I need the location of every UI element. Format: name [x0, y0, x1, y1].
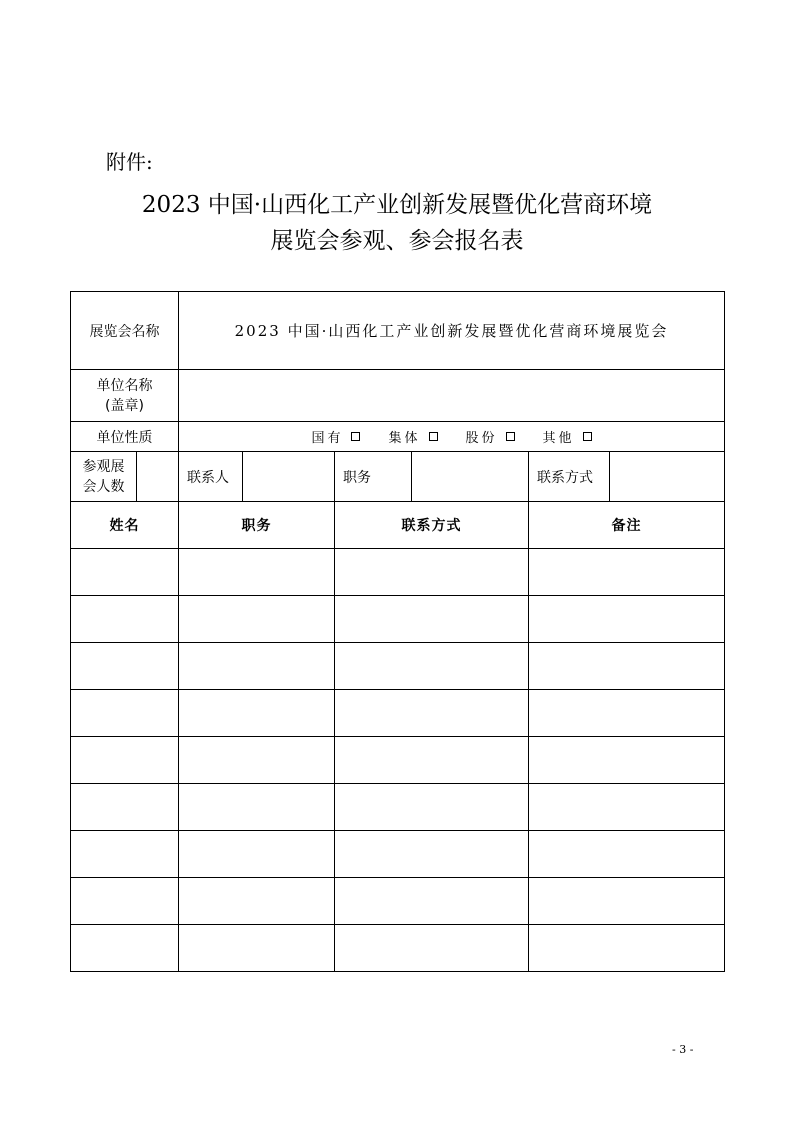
- option-other-label: 其他: [542, 431, 575, 446]
- attendee-rows: [71, 549, 725, 972]
- option-state-owned-label: 国有: [311, 431, 344, 446]
- unit-nature-label: 单位性质: [71, 422, 179, 452]
- position-cell[interactable]: [179, 643, 335, 690]
- checkbox-other[interactable]: [583, 432, 592, 441]
- position-cell[interactable]: [179, 737, 335, 784]
- attachment-label: 附件:: [106, 150, 153, 174]
- name-cell[interactable]: [71, 643, 179, 690]
- form-title-line-2: 展览会参观、参会报名表: [270, 228, 524, 254]
- position-label: 职务: [335, 452, 412, 502]
- table-row: [71, 925, 725, 972]
- visitor-count-label-line-1: 参观展: [82, 458, 125, 475]
- remarks-cell[interactable]: [529, 549, 725, 596]
- form-title-line-1: 2023 中国·山西化工产业创新发展暨优化营商环境: [141, 192, 653, 218]
- exhibition-name-value: 2023 中国·山西化工产业创新发展暨优化营商环境展览会: [179, 292, 725, 370]
- table-row: [71, 549, 725, 596]
- column-header-contact: 联系方式: [335, 502, 529, 549]
- checkbox-state-owned[interactable]: [351, 432, 360, 441]
- remarks-cell[interactable]: [529, 690, 725, 737]
- contact-cell[interactable]: [335, 596, 529, 643]
- unit-name-label: [71, 370, 179, 422]
- column-header-name: 姓名: [71, 502, 179, 549]
- unit-name-label-line-1: 单位名称: [96, 377, 153, 394]
- name-cell[interactable]: [71, 784, 179, 831]
- table-row: [71, 831, 725, 878]
- visitor-count-label: [71, 452, 137, 502]
- option-joint-stock-label: 股份: [465, 431, 498, 446]
- position-cell[interactable]: [179, 831, 335, 878]
- remarks-cell[interactable]: [529, 831, 725, 878]
- contact-cell[interactable]: [335, 690, 529, 737]
- remarks-cell[interactable]: [529, 596, 725, 643]
- visitor-count-field[interactable]: [137, 452, 179, 502]
- contact-cell[interactable]: [335, 925, 529, 972]
- name-cell[interactable]: [71, 878, 179, 925]
- contact-info-field[interactable]: [610, 452, 725, 502]
- contact-cell[interactable]: [335, 831, 529, 878]
- position-field[interactable]: [412, 452, 529, 502]
- name-cell[interactable]: [71, 596, 179, 643]
- contact-cell[interactable]: [335, 643, 529, 690]
- unit-name-field[interactable]: [179, 370, 725, 422]
- option-collective-label: 集体: [388, 431, 421, 446]
- unit-nature-options: [179, 422, 725, 452]
- name-cell[interactable]: [71, 925, 179, 972]
- table-row: [71, 596, 725, 643]
- option-state-owned[interactable]: [311, 427, 360, 446]
- contact-cell[interactable]: [335, 549, 529, 596]
- position-cell[interactable]: [179, 784, 335, 831]
- contact-cell[interactable]: [335, 784, 529, 831]
- checkbox-collective[interactable]: [429, 432, 438, 441]
- position-cell[interactable]: [179, 925, 335, 972]
- position-cell[interactable]: [179, 690, 335, 737]
- checkbox-joint-stock[interactable]: [506, 432, 515, 441]
- option-joint-stock[interactable]: [466, 427, 515, 446]
- contact-info-label: 联系方式: [529, 452, 610, 502]
- name-cell[interactable]: [71, 831, 179, 878]
- remarks-cell[interactable]: [529, 737, 725, 784]
- column-header-remarks: 备注: [529, 502, 725, 549]
- table-row: [71, 690, 725, 737]
- position-cell[interactable]: [179, 878, 335, 925]
- attendee-header-row: [71, 502, 725, 549]
- name-cell[interactable]: [71, 549, 179, 596]
- visitor-count-label-line-2: 会人数: [82, 478, 125, 495]
- table-row: [71, 784, 725, 831]
- registration-form-table: [70, 291, 725, 972]
- table-row: [71, 737, 725, 784]
- contact-person-field[interactable]: [243, 452, 335, 502]
- remarks-cell[interactable]: [529, 784, 725, 831]
- unit-name-label-line-2: (盖章): [105, 397, 144, 414]
- table-row: [71, 643, 725, 690]
- position-cell[interactable]: [179, 549, 335, 596]
- remarks-cell[interactable]: [529, 925, 725, 972]
- option-other[interactable]: [543, 427, 592, 446]
- table-row: [71, 878, 725, 925]
- exhibition-name-label: 展览会名称: [71, 292, 179, 370]
- contact-person-label: 联系人: [179, 452, 243, 502]
- remarks-cell[interactable]: [529, 643, 725, 690]
- name-cell[interactable]: [71, 690, 179, 737]
- column-header-position: 职务: [179, 502, 335, 549]
- position-cell[interactable]: [179, 596, 335, 643]
- page-number: - 3 -: [672, 1043, 694, 1056]
- name-cell[interactable]: [71, 737, 179, 784]
- remarks-cell[interactable]: [529, 878, 725, 925]
- option-collective[interactable]: [388, 427, 437, 446]
- contact-cell[interactable]: [335, 878, 529, 925]
- contact-cell[interactable]: [335, 737, 529, 784]
